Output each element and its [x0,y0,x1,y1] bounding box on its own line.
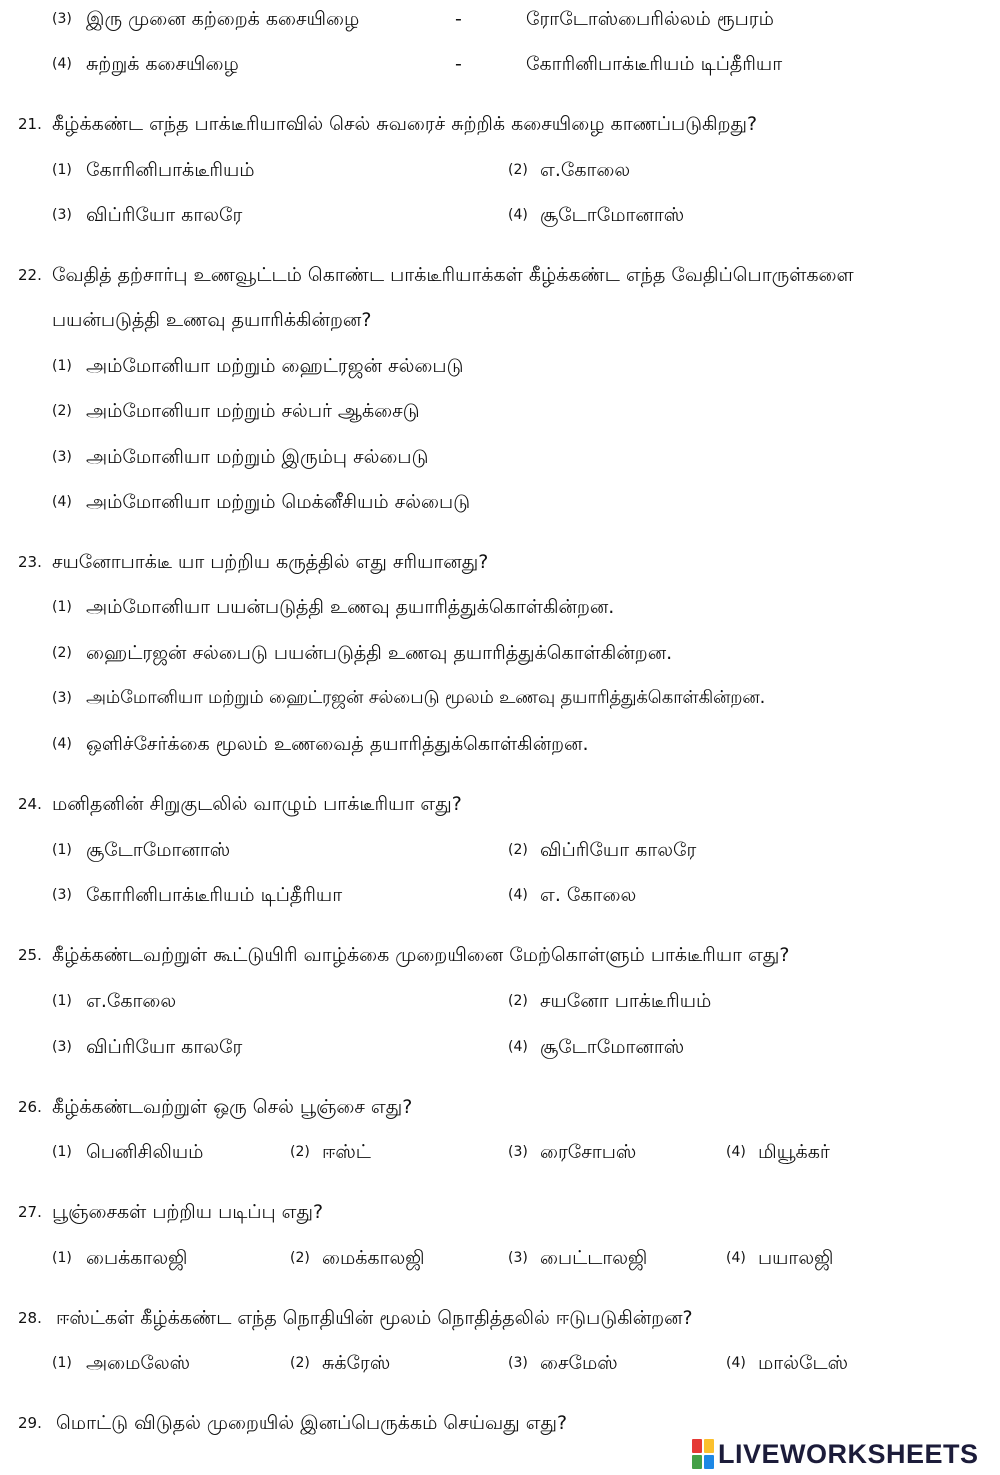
option-number: (1) [52,1250,72,1266]
option-number: (1) [52,358,72,374]
option-text: சுக்ரேஸ் [322,1352,391,1374]
option-number: (1) [52,993,72,1009]
question-number: 27. [18,1203,42,1221]
option-number: (3) [52,449,72,465]
logo-mark-icon [692,1439,714,1469]
option-match-text: ரோடோஸ்பைரில்லம் ரூபரம் [526,8,774,30]
option-text: அம்மோனியா மற்றும் மெக்னீசியம் சல்பைடு [86,491,471,513]
option-number: (3) [52,1039,72,1055]
option-text: எ.கோலை [540,159,631,181]
option-text: பயாலஜி [758,1247,834,1269]
option-text: சயனோ பாக்டீரியம் [540,990,712,1012]
option-text: அம்மோனியா பயன்படுத்தி உணவு தயாரித்துக்கொள்கின்றன. [86,596,615,618]
option-number: (4) [52,736,72,752]
option-text: கோரினிபாக்டீரியம் டிப்தீரியா [86,884,343,906]
option-text: எ. கோலை [540,884,637,906]
question-text-continued: பயன்படுத்தி உணவு தயாரிக்கின்றன? [52,309,372,331]
question-number: 28. [18,1309,42,1327]
option-number: (1) [52,1355,72,1371]
option-number: (4) [52,494,72,510]
option-match-text: கோரினிபாக்டீரியம் டிப்தீரியா [526,53,783,75]
option-text: சூடோமோனாஸ் [540,204,685,226]
option-number: (2) [508,842,528,858]
option-number: (4) [508,887,528,903]
option-text: பெனிசிலியம் [86,1141,204,1163]
question-text: கீழ்க்கண்ட எந்த பாக்டீரியாவில் செல் சுவரைச் சுற்றிக் கசையிழை காணப்படுகிறது? [52,113,758,135]
option-number: (3) [52,690,72,706]
option-number: (3) [508,1250,528,1266]
option-number: (1) [52,162,72,178]
option-text: மால்டேஸ் [758,1352,849,1374]
option-text: விப்ரியோ காலரே [86,1036,243,1058]
question-text: கீழ்க்கண்டவற்றுள் கூட்டுயிரி வாழ்க்கை முறையினை மேற்கொள்ளும் பாக்டீரியா எது? [52,944,790,966]
option-text: பைட்டாலஜி [540,1247,648,1269]
option-number: (3) [52,207,72,223]
logo-text: LIVEWORKSHEETS [718,1438,979,1469]
option-number: (4) [726,1250,746,1266]
option-number: (4) [726,1144,746,1160]
option-text: ஒளிச்சேர்க்கை மூலம் உணவைத் தயாரித்துக்கொள்கின்றன. [86,733,589,755]
option-text: சைமேஸ் [540,1352,618,1374]
option-number: (2) [290,1144,310,1160]
question-text: ஈஸ்ட்கள் கீழ்க்கண்ட எந்த நொதியின் மூலம் நொதித்தலில் ஈடுபடுகின்றன? [56,1307,693,1329]
option-number: (2) [290,1250,310,1266]
option-number: (4) [726,1355,746,1371]
question-text: கீழ்க்கண்டவற்றுள் ஒரு செல் பூஞ்சை எது? [52,1096,413,1118]
question-number: 29. [18,1414,42,1432]
option-text: அமைலேஸ் [86,1352,191,1374]
option-number: (2) [508,162,528,178]
option-text: கோரினிபாக்டீரியம் [86,159,255,181]
option-text: மியூக்கர் [758,1141,830,1163]
option-number: (3) [52,11,72,27]
question-number: 26. [18,1098,42,1116]
option-number: (2) [290,1355,310,1371]
option-text: சூடோமோனாஸ் [540,1036,685,1058]
option-number: (4) [508,1039,528,1055]
option-number: (4) [52,56,72,72]
option-number: (1) [52,842,72,858]
option-number: (1) [52,599,72,615]
option-text: அம்மோனியா மற்றும் சல்பர் ஆக்சைடு [86,400,420,422]
option-text: அம்மோனியா மற்றும் இரும்பு சல்பைடு [86,446,429,468]
question-text: சயனோபாக்டீ யா பற்றிய கருத்தில் எது சரியானது? [52,551,489,573]
option-text: விப்ரியோ காலரே [86,204,243,226]
liveworksheets-logo[interactable] [692,1437,992,1471]
dash-separator: - [455,8,462,30]
option-text: அம்மோனியா மற்றும் ஹைட்ரஜன் சல்பைடு [86,355,464,377]
option-text: மைக்காலஜி [322,1247,425,1269]
option-text: சூடோமோனாஸ் [86,839,231,861]
question-text: வேதித் தற்சார்பு உணவூட்டம் கொண்ட பாக்டீரியாக்கள் கீழ்க்கண்ட எந்த வேதிப்பொருள்களை [52,264,854,286]
question-number: 24. [18,795,42,813]
option-number: (1) [52,1144,72,1160]
option-text: ஹைட்ரஜன் சல்பைடு பயன்படுத்தி உணவு தயாரித்துக்கொள்கின்றன. [86,642,673,664]
option-number: (3) [508,1144,528,1160]
option-number: (4) [508,207,528,223]
option-text: அம்மோனியா மற்றும் ஹைட்ரஜன் சல்பைடு மூலம் உணவு தயாரித்துக்கொள்கின்றன. [86,687,766,708]
option-number: (2) [52,645,72,661]
question-text: மொட்டு விடுதல் முறையில் இனப்பெருக்கம் செய்வது எது? [56,1412,568,1434]
option-number: (3) [52,887,72,903]
question-number: 25. [18,946,42,964]
option-text: ரைசோபஸ் [540,1141,637,1163]
question-number: 22. [18,266,42,284]
question-text: பூஞ்சைகள் பற்றிய படிப்பு எது? [52,1201,324,1223]
option-text: ஈஸ்ட் [322,1141,371,1163]
dash-separator: - [455,53,462,75]
option-number: (2) [52,403,72,419]
option-number: (2) [508,993,528,1009]
question-number: 23. [18,553,42,571]
question-number: 21. [18,115,42,133]
option-number: (3) [508,1355,528,1371]
option-text: பைக்காலஜி [86,1247,188,1269]
option-text: இரு முனை கற்றைக் கசையிழை [86,8,360,30]
option-text: சுற்றுக் கசையிழை [86,53,239,75]
question-text: மனிதனின் சிறுகுடலில் வாழும் பாக்டீரியா எது? [52,793,462,815]
option-text: எ.கோலை [86,990,177,1012]
option-text: விப்ரியோ காலரே [540,839,697,861]
